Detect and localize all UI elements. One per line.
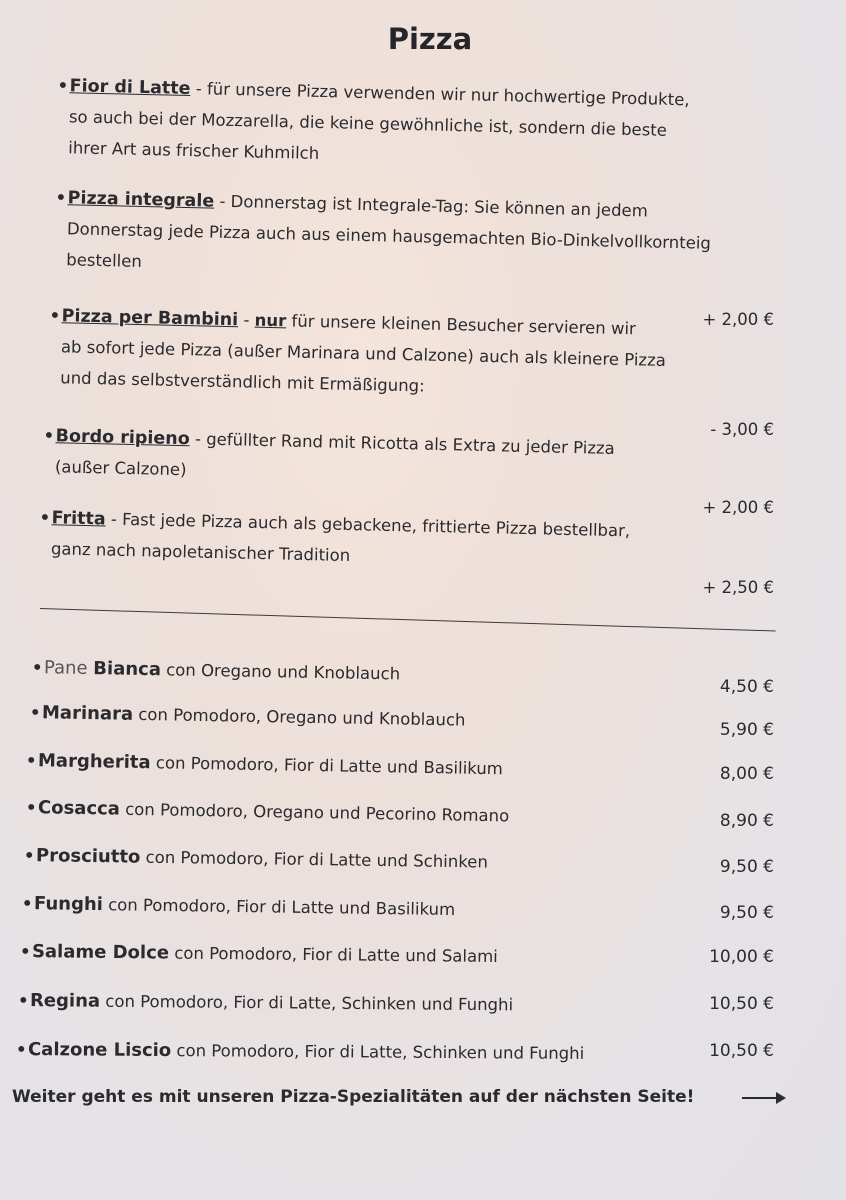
info-item-text: bestellen — [66, 250, 143, 271]
pizza-price: 8,00 € — [719, 764, 774, 784]
pizza-name: Prosciutto — [35, 845, 141, 868]
info-item-text: ab sofort jede Pizza (außer Marinara und Calzone) auch als kleinere Pizza — [60, 337, 667, 371]
pizza-label — [32, 657, 400, 684]
bullet: • — [39, 507, 51, 528]
pizza-label — [20, 941, 498, 967]
bullet: • — [57, 75, 69, 96]
pizza-row-salame-dolce — [0, 941, 846, 965]
pizza-row-cosacca — [0, 797, 846, 831]
bullet: • — [19, 942, 31, 962]
pizza-price: 5,90 € — [719, 720, 774, 740]
info-item-name: Fritta — [51, 508, 106, 530]
pizza-price: 10,00 € — [709, 947, 774, 967]
pizza-label — [30, 702, 466, 731]
pizza-description: con Pomodoro, Fior di Latte, Schinken und Funghi — [176, 1041, 585, 1063]
pizza-row-regina — [0, 990, 846, 1014]
pizza-name: Calzone Liscio — [27, 1039, 172, 1062]
pizza-name: Marinara — [41, 702, 134, 725]
bullet: • — [25, 798, 37, 818]
info-item-price: - 3,00 € — [710, 420, 774, 439]
bullet: • — [55, 187, 67, 208]
pizza-row-marinara — [0, 702, 846, 740]
bullet: • — [49, 305, 61, 326]
info-item-text: - Fast jede Pizza auch als gebackene, frittierte Pizza bestellbar, — [110, 509, 631, 541]
pizza-description: con Pomodoro, Oregano und Pecorino Romano — [125, 799, 510, 826]
pizza-row-margherita — [0, 750, 846, 784]
pizza-name: Funghi — [33, 893, 104, 916]
bullet: • — [31, 658, 43, 678]
info-item-text: Donnerstag jede Pizza auch aus einem hausgemachten Bio-Dinkelvollkornteig — [66, 219, 712, 254]
info-item-price: + 2,00 € — [702, 310, 774, 329]
arrow-right-icon — [742, 1097, 782, 1099]
pizza-description: con Oregano und Knoblauch — [166, 660, 401, 684]
pizza-description: con Pomodoro, Fior di Latte und Schinken — [145, 847, 488, 872]
pizza-description: con Pomodoro, Fior di Latte und Basilikum — [155, 753, 503, 779]
info-item-text: - — [243, 310, 250, 330]
pizza-name: Salame Dolce — [31, 941, 170, 964]
pizza-description: con Pomodoro, Oregano und Knoblauch — [138, 704, 466, 730]
info-item-bordo-ripieno — [43, 420, 744, 499]
info-item-text: ihrer Art aus frischer Kuhmilch — [68, 138, 320, 163]
bullet: • — [21, 894, 33, 914]
bullet: • — [43, 425, 55, 446]
pizza-row-calzone-liscio — [0, 1039, 846, 1063]
info-item-fritta — [39, 502, 740, 581]
info-item-emphasis: nur — [254, 310, 287, 331]
pizza-description: con Pomodoro, Fior di Latte, Schinken und Funghi — [105, 991, 514, 1015]
pizza-row-funghi — [0, 893, 846, 923]
pizza-price: 8,90 € — [719, 811, 774, 831]
info-item-fior-di-latte — [56, 70, 758, 179]
pizza-name: Bianca — [93, 658, 162, 681]
page-title: Pizza — [387, 22, 473, 56]
bullet: • — [29, 703, 41, 723]
pizza-label — [18, 990, 513, 1015]
info-item-text: ganz nach napoletanischer Tradition — [50, 539, 351, 566]
info-item-text: und das selbstverständlich mit Ermäßigung: — [60, 368, 425, 396]
pizza-description: con Pomodoro, Fior di Latte und Basilikum — [108, 895, 456, 920]
pizza-price: 10,50 € — [709, 994, 774, 1014]
bullet: • — [17, 991, 29, 1011]
pizza-row-prosciutto — [0, 845, 846, 877]
info-item-text: - für unsere Pizza verwenden wir nur hochwertige Produkte, — [195, 79, 690, 110]
pizza-price: 9,50 € — [719, 903, 774, 923]
info-item-name: Bordo ripieno — [55, 426, 190, 450]
info-item-text: für unsere kleinen Besucher servieren wir — [291, 311, 637, 339]
info-item-name: Fior di Latte — [69, 76, 191, 100]
pizza-name: Cosacca — [37, 797, 121, 820]
pizza-label — [22, 893, 455, 920]
pizza-price: 10,50 € — [709, 1041, 774, 1061]
info-item-pizza-integrale — [54, 182, 756, 291]
pizza-label — [26, 750, 503, 779]
bullet: • — [25, 751, 37, 771]
info-item-pizza-per-bambini — [48, 300, 750, 409]
pizza-price: 4,50 € — [719, 677, 774, 697]
next-page-note: Weiter geht es mit unseren Pizza-Spezialitäten auf der nächsten Seite! — [12, 1087, 695, 1107]
pizza-name: Regina — [29, 990, 101, 1012]
info-item-text: - gefüllter Rand mit Ricotta als Extra zu jeder Pizza — [194, 429, 615, 458]
pizza-name: Margherita — [37, 750, 151, 774]
bullet: • — [15, 1040, 27, 1060]
info-item-text: - Donnerstag ist Integrale-Tag: Sie können an jedem — [219, 191, 648, 221]
pizza-label — [16, 1039, 584, 1064]
pizza-description: con Pomodoro, Fior di Latte und Salami — [174, 943, 498, 967]
section-divider — [40, 608, 776, 631]
bullet: • — [23, 846, 35, 866]
pizza-label — [24, 845, 488, 872]
pizza-price: 9,50 € — [719, 857, 774, 877]
info-item-price: + 2,50 € — [702, 578, 774, 597]
info-item-text: so auch bei der Mozzarella, die keine gewöhnliche ist, sondern die beste — [68, 107, 668, 141]
info-item-text: (außer Calzone) — [54, 457, 187, 480]
pizza-name-prefix: Pane — [43, 657, 94, 680]
pizza-row-pane-bianca — [0, 657, 846, 697]
info-item-name: Pizza per Bambini — [61, 306, 239, 331]
info-item-price: + 2,00 € — [702, 498, 774, 517]
pizza-label — [26, 797, 510, 826]
info-item-name: Pizza integrale — [67, 188, 215, 212]
